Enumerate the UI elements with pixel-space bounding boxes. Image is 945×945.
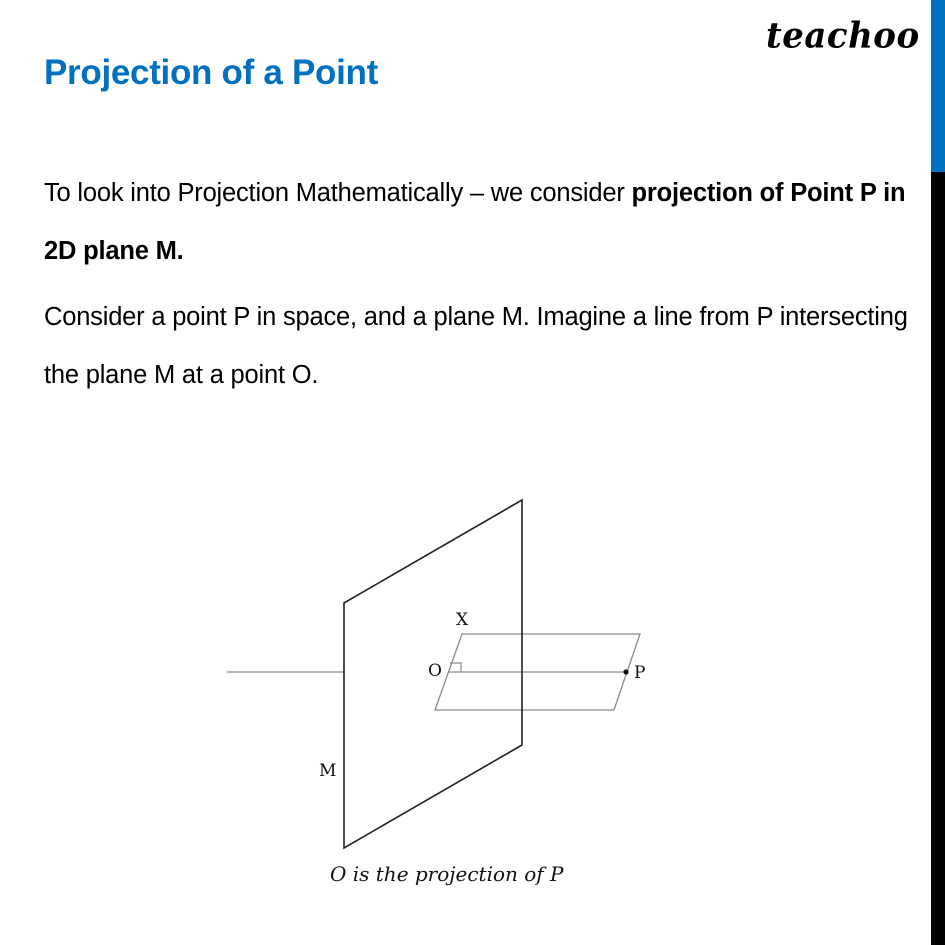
label-x: X — [456, 610, 469, 630]
label-o: O — [428, 661, 442, 681]
description-text: Consider a point P in space, and a plane M. Imagine a line from P intersecting the plane M at a point O. — [44, 303, 908, 389]
intro-text: To look into Projection Mathematically – we consider — [44, 179, 632, 207]
teachoo-logo: teachoo — [766, 15, 920, 57]
paragraph-description — [44, 288, 914, 404]
sidebar-accent-blue — [931, 0, 945, 172]
horizontal-plane — [435, 634, 640, 710]
point-p-icon — [623, 669, 628, 674]
label-p: P — [634, 663, 646, 683]
sidebar-accent-black — [931, 172, 945, 945]
label-m: M — [319, 761, 337, 781]
paragraph-intro — [44, 164, 914, 280]
page-title: Projection of a Point — [44, 53, 378, 92]
right-angle-icon — [450, 663, 461, 672]
figure-caption: O is the projection of P — [330, 862, 564, 886]
intro-bold-text: projection of Point P in 2D plane M. — [44, 179, 906, 265]
